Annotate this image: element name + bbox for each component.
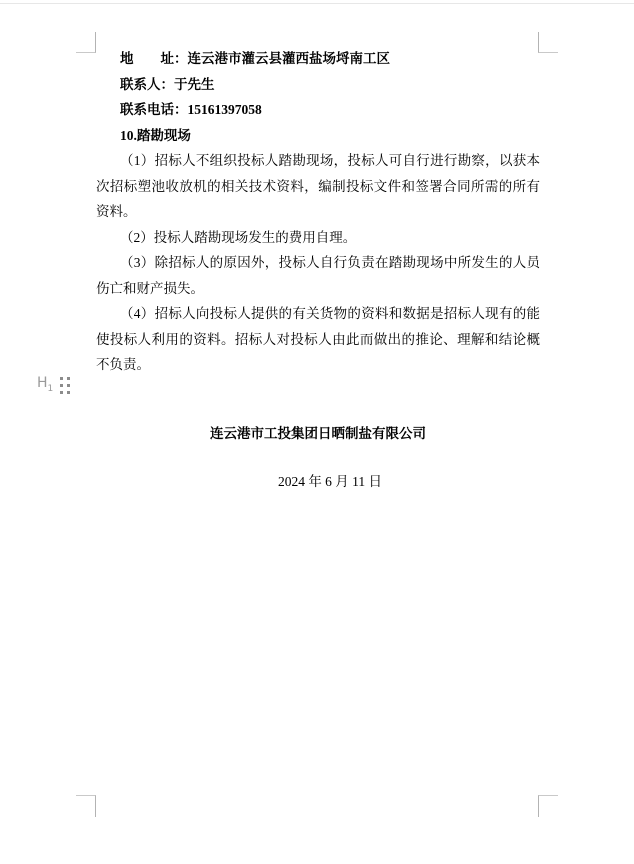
signature-company-name: 连云港市工投集团日晒制盐有限公司 [210, 426, 426, 441]
page-top-divider [0, 3, 634, 4]
document-body [96, 46, 540, 378]
text-boundary-mark-top-left [76, 32, 96, 53]
text-boundary-mark-bottom-left [76, 795, 96, 817]
address-line: 地 址：连云港市灌云县灌西盐场埒南工区 [120, 51, 390, 66]
heading-drag-handle[interactable] [37, 376, 70, 396]
signature-date: 2024 年 6 月 11 日 [277, 473, 383, 489]
clause-4: （4）招标人向投标人提供的有关货物的资料和数据是招标人现有的能使投标人利用的资料。招标人对投标人由此而做出的推论、理解和结论概不负责。 [96, 306, 540, 372]
contact-person-line: 联系人：于先生 [120, 76, 215, 92]
clause-3: （3）除招标人的原因外，投标人自行负责在踏勘现场中所发生的人员伤亡和财产损失。 [96, 255, 540, 296]
signature-block [96, 421, 540, 494]
drag-handle-dots-icon[interactable] [60, 377, 70, 394]
text-boundary-mark-bottom-right [538, 795, 558, 817]
heading-level-h1-icon[interactable]: $H_1$ [37, 375, 54, 394]
clause-2: （2）投标人踏勘现场发生的费用自理。 [120, 229, 357, 245]
clause-1: （1）招标人不组织投标人踏勘现场，投标人可自行进行勘察，以获本次招标塑池收放机的相关技术资料，编制投标文件和签署合同所需的所有资料。 [96, 153, 540, 219]
section-heading-site-visit: 10.踏勘现场 [120, 127, 191, 143]
text-boundary-mark-top-right [538, 32, 558, 53]
contact-phone-line: 联系电话：15161397058 [120, 102, 262, 117]
